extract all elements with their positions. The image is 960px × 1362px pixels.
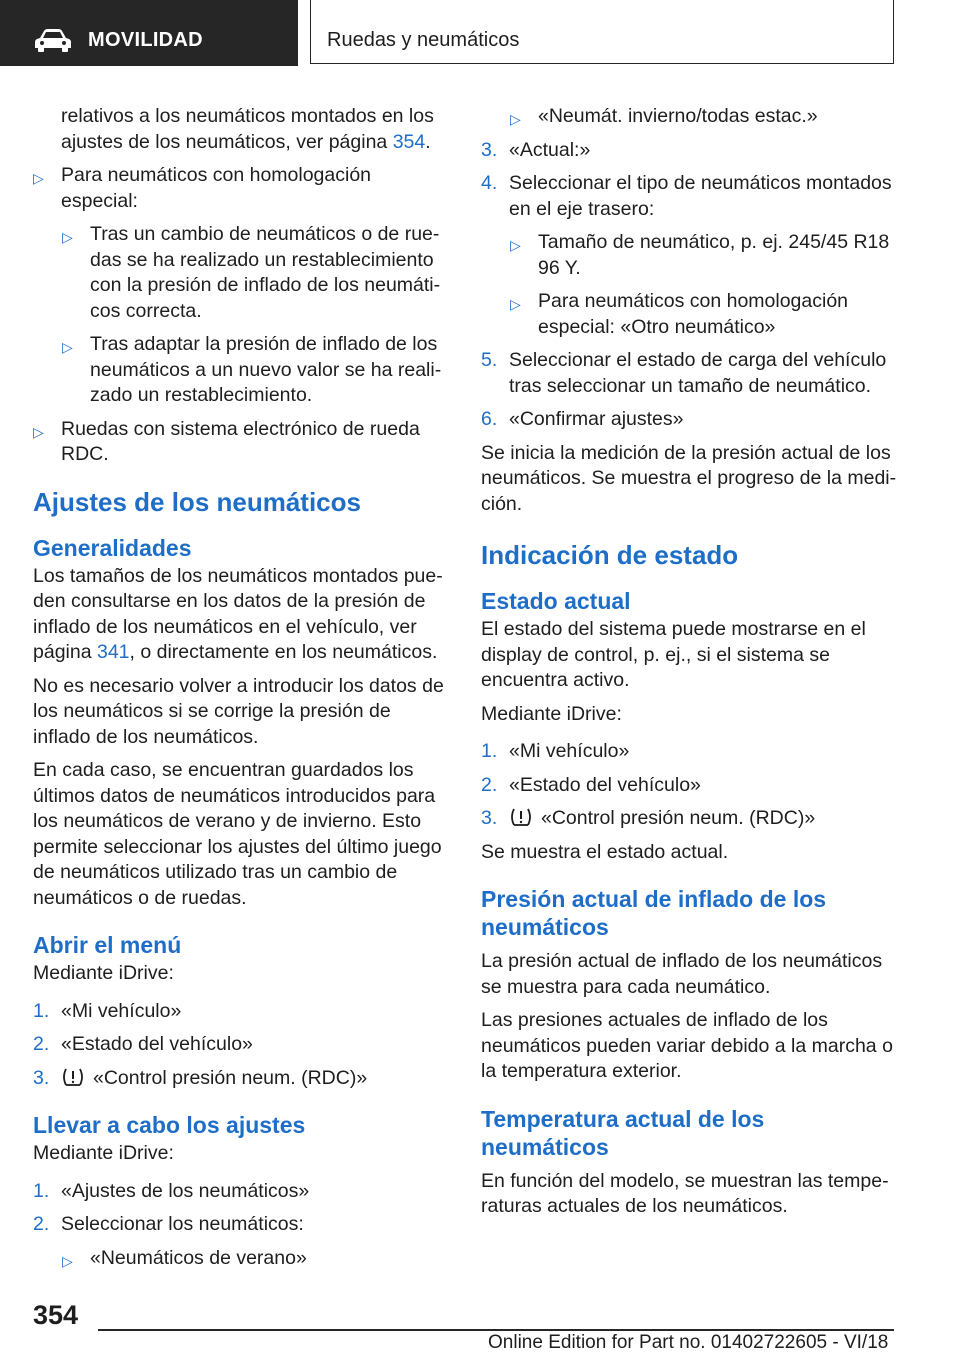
- paragraph-status: El estado del sistema puede mostrarse en el display de control, p. ej., si el sistema se encuentra activo.: [481, 618, 866, 691]
- page-link-354[interactable]: 354: [392, 130, 426, 153]
- bullet-continuation: relativos a los neumáticos montados en los ajustes de los neumáticos, ver página 354.: [61, 105, 434, 153]
- page-number: 354: [33, 1300, 79, 1330]
- bullet-rdc: ▷ Ruedas con sistema electrónico de rueda RDC.: [33, 417, 420, 465]
- triangle-bullet-icon: ▷: [510, 296, 521, 312]
- heading-perform-settings: Llevar a cabo los ajustes: [33, 1112, 306, 1138]
- header-section-tab: [0, 0, 298, 66]
- sub-bullet-other-tire: ▷ Para neumáticos con homologación especial: «Otro neumático»: [510, 290, 849, 338]
- paragraph-measurement: Se inicia la medición de la presión actual de los neumáticos. Se muestra el progreso de la medición.: [481, 441, 897, 515]
- heading-general: Generalidades: [33, 534, 192, 561]
- settings-step: 6. «Confirmar ajustes»: [481, 408, 684, 430]
- sub-bullet-tire-size: ▷ Tamaño de neumático, p. ej. 245/45 R18 96 Y.: [510, 231, 890, 279]
- paragraph-status-shown: Se muestra el estado actual.: [481, 840, 729, 863]
- left-column: [33, 104, 449, 1279]
- edition-note: Online Edition for Part no. 01402722605 - VI/18: [488, 1332, 889, 1353]
- heading-status-display: Indicación de estado: [481, 540, 739, 570]
- sub-bullet-winter: ▷ «Neumát. invierno/todas estac.»: [481, 104, 897, 130]
- status-step: 1. «Mi vehículo»: [481, 740, 630, 762]
- heading-open-menu: Abrir el menú: [33, 932, 182, 958]
- menu-step: 2. «Estado del vehículo»: [33, 1033, 253, 1055]
- settings-step: 3. «Actual:»: [481, 138, 591, 161]
- paragraph-pressure-shown: La presión actual de inflado de los neumáticos se muestra para cada neumático.: [481, 950, 883, 998]
- menu-step: 3. «Control presión neum. (RDC)»: [33, 1066, 368, 1089]
- settings-step: 2. Seleccionar los neumáticos:: [33, 1213, 304, 1235]
- sub-bullet-tire-change: ▷ Tras un cambio de neumáticos o de ruedas se ha realizado un restablecimiento con la presión de inflado de los neumáticos correcta.: [62, 223, 441, 322]
- sub-bullet-pressure-adapt: ▷ Tras adaptar la presión de inflado de los neumáticos a un nuevo valor se ha realizado un restablecimiento.: [62, 333, 442, 406]
- footer-divider: [98, 1329, 894, 1331]
- paragraph-no-reentry: No es necesario volver a introducir los datos de los neumáticos si se corrige la presión de inflado de los neumáticos.: [33, 674, 444, 748]
- tire-pressure-warning-icon: [61, 1067, 85, 1087]
- menu-step: 1. «Mi vehículo»: [33, 999, 182, 1022]
- triangle-bullet-icon: ▷: [62, 339, 73, 355]
- paragraph-pressure-varies: Las presiones actuales de inflado de los neumáticos pueden variar debido a la marcha o la temperatura exterior.: [481, 1009, 893, 1082]
- triangle-bullet-icon: ▷: [33, 170, 44, 186]
- heading-current-temperature: Temperatura actual de los neumáticos: [481, 1105, 765, 1160]
- triangle-bullet-icon: ▷: [510, 111, 521, 127]
- heading-current-pressure: Presión actual de inflado de los neumáticos: [481, 886, 827, 940]
- settings-step: 4. Seleccionar el tipo de neumáticos montados en el eje trasero:: [481, 172, 892, 220]
- right-column: [481, 104, 897, 1228]
- heading-tire-settings: Ajustes de los neumáticos: [33, 486, 361, 517]
- triangle-bullet-icon: ▷: [62, 229, 73, 245]
- idrive-label: Mediante iDrive:: [481, 702, 622, 725]
- sub-bullet-summer: ▷ «Neumáticos de verano»: [33, 1246, 449, 1272]
- triangle-bullet-icon: ▷: [33, 423, 44, 440]
- settings-step: 5. Seleccionar el estado de carga del vehículo tras seleccionar un tamaño de neumático.: [481, 349, 887, 397]
- status-step: 2. «Estado del vehículo»: [481, 773, 701, 796]
- paragraph-tire-sizes: Los tamaños de los neumáticos montados pueden consultarse en los datos de la presión de inflado de los neumáticos en el vehículo, ver página 341, o directamente en los neumáticos.: [33, 564, 443, 663]
- settings-step: 1. «Ajustes de los neumáticos»: [33, 1179, 310, 1202]
- header-section-title: MOVILIDAD: [88, 29, 203, 51]
- idrive-label: Mediante iDrive:: [33, 962, 174, 984]
- paragraph-saved-data: En cada caso, se encuentran guardados los últimos datos de neumáticos introducidos para los neumáticos de verano y de invierno. Esto permite seleccionar los ajustes del último juego de neumáticos utilizado tras un cambio de neumáticos o de ruedas.: [33, 759, 442, 909]
- car-icon: [34, 28, 72, 52]
- tire-pressure-warning-icon: [509, 807, 533, 827]
- header-chapter-box: [310, 0, 894, 64]
- triangle-bullet-icon: ▷: [62, 1252, 73, 1269]
- heading-current-status: Estado actual: [481, 588, 631, 614]
- status-step: 3. «Control presión neum. (RDC)»: [481, 807, 816, 829]
- page-link-341[interactable]: 341: [96, 641, 130, 663]
- paragraph-temperature: En función del modelo, se muestran las temperaturas actuales de los neumáticos.: [481, 1169, 889, 1217]
- triangle-bullet-icon: ▷: [510, 237, 521, 253]
- header-chapter-title: Ruedas y neumáticos: [327, 29, 520, 51]
- idrive-label: Mediante iDrive:: [33, 1142, 174, 1164]
- bullet-special-homologation: ▷ Para neumáticos con homologación especial:: [33, 164, 372, 212]
